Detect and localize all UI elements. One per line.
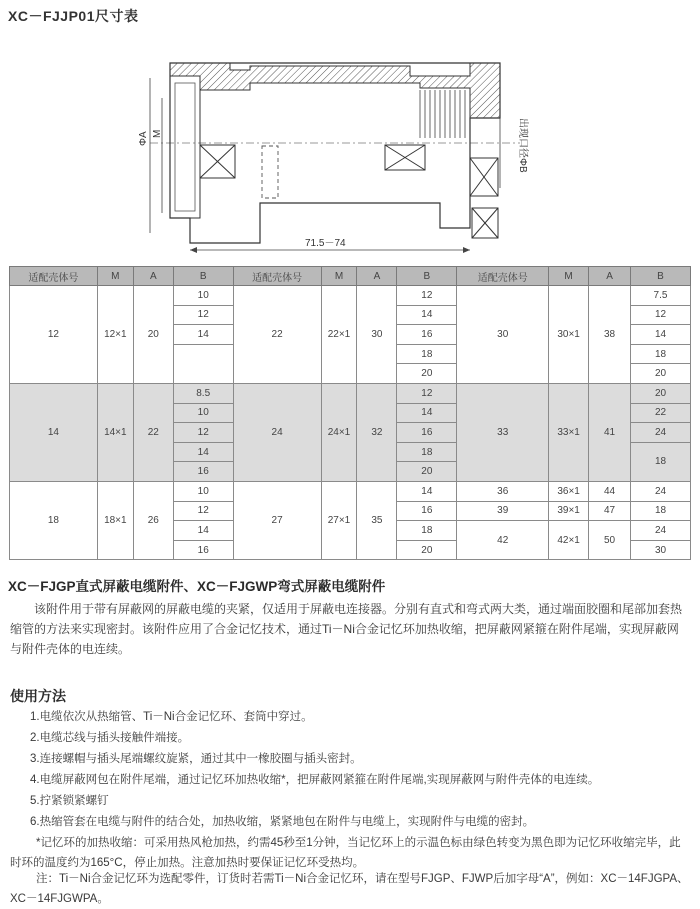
table-row (10, 286, 691, 306)
col-header: B (397, 267, 457, 286)
cell: 12 (173, 501, 233, 521)
cell: 10 (173, 481, 233, 501)
cell: 32 (357, 383, 397, 481)
usage-title: 使用方法 (10, 688, 66, 704)
cell: 36×1 (549, 481, 589, 501)
cell: 18 (397, 344, 457, 364)
cell: 14 (397, 481, 457, 501)
cell: 22 (133, 383, 173, 481)
cell: 20 (397, 540, 457, 560)
table-row (10, 481, 691, 501)
technical-drawing (0, 28, 700, 266)
cell: 24×1 (321, 383, 357, 481)
col-header: B (631, 267, 691, 286)
cell: 18×1 (97, 481, 133, 559)
cell: 8.5 (173, 383, 233, 403)
cell: 20 (631, 383, 691, 403)
col-header: A (133, 267, 173, 286)
cell: 12 (10, 286, 98, 384)
cell: 35 (357, 481, 397, 559)
cell: 20 (631, 364, 691, 384)
cell: 44 (589, 481, 631, 501)
cell: 18 (10, 481, 98, 559)
cell: 20 (397, 462, 457, 482)
usage-step: 5.拧紧锁紧螺钉 (30, 795, 109, 807)
cell: 27×1 (321, 481, 357, 559)
cell: 18 (631, 501, 691, 521)
cell: 10 (173, 286, 233, 306)
section-paragraph: 该附件用于带有屏蔽网的屏蔽电缆的夹紧，仅适用于屏蔽电连接器。分别有直式和弯式两大类，通过端面胶圈和尾部加套热缩管的方法来实现密封。该附件应用了合金记忆技术，通过Ti－Ni合金记忆环加热收缩，把屏蔽网紧箍在附件尾端，实现屏蔽网与附件壳体的电连续。 (10, 602, 683, 656)
cell: 16 (397, 325, 457, 345)
cell: 39 (457, 501, 549, 521)
col-header: A (357, 267, 397, 286)
cell: 42×1 (549, 521, 589, 560)
col-header: A (589, 267, 631, 286)
cell: 38 (589, 286, 631, 384)
usage-step: 4.电缆屏蔽网包在附件尾端，通过记忆环加热收缩*，把屏蔽网紧箍在附件尾端,实现屏蔽网与附件壳体的电连续。 (30, 774, 600, 786)
cell: 10 (173, 403, 233, 423)
page-title: XC－FJJP01尺寸表 (8, 8, 139, 24)
cell: 12 (397, 286, 457, 306)
cell: 14 (173, 325, 233, 345)
cell: 41 (589, 383, 631, 481)
cell: 18 (631, 344, 691, 364)
col-header: M (321, 267, 357, 286)
cell: 24 (233, 383, 321, 481)
dim-phiB-label: 出现口径ΦB (517, 118, 528, 173)
col-header: 适配壳体号 (457, 267, 549, 286)
cell: 47 (589, 501, 631, 521)
usage-step: 6.热缩管套在电缆与附件的结合处，加热收缩，紧紧地包在附件与电缆上，实现附件与电缆的密封。 (30, 816, 535, 828)
cell: 22 (631, 403, 691, 423)
cell: 12 (397, 383, 457, 403)
cell: 12×1 (97, 286, 133, 384)
table-row (10, 383, 691, 403)
col-header: B (173, 267, 233, 286)
cell: 12 (173, 305, 233, 325)
cell: 24 (631, 521, 691, 541)
col-header: M (97, 267, 133, 286)
cell: 14 (173, 521, 233, 541)
cell: 26 (133, 481, 173, 559)
dim-M-label: M (152, 129, 163, 138)
cell: 22 (233, 286, 321, 384)
cell: 50 (589, 521, 631, 560)
cell: 12 (631, 305, 691, 325)
cell: 36 (457, 481, 549, 501)
cell: 20 (133, 286, 173, 384)
table-header-row (10, 267, 691, 286)
cell: 18 (397, 442, 457, 462)
cell: 7.5 (631, 286, 691, 306)
cell: 33 (457, 383, 549, 481)
cell: 14 (10, 383, 98, 481)
cell: 20 (397, 364, 457, 384)
cell: 42 (457, 521, 549, 560)
heating-note: *记忆环的加热收缩：可采用热风枪加热，约需45秒至1分钟，当记忆环上的示温色标由绿色转变为黑色即为记忆环收缩完毕，此时环的温度约为165°C，停止加热。注意加热时要保证记忆环受热均。 (10, 837, 681, 869)
cell: 12 (173, 423, 233, 443)
cell: 27 (233, 481, 321, 559)
dimension-table (9, 266, 691, 560)
dim-phiA-label: ΦA (138, 131, 149, 146)
cell: 30 (631, 540, 691, 560)
cell: 33×1 (549, 383, 589, 481)
usage-step: 1.电缆依次从热缩管、Ti－Ni合金记忆环、套筒中穿过。 (30, 711, 313, 723)
cell: 14×1 (97, 383, 133, 481)
cell: 14 (397, 403, 457, 423)
cell: 14 (397, 305, 457, 325)
cell: 30×1 (549, 286, 589, 384)
cell: 30 (357, 286, 397, 384)
usage-steps (30, 707, 690, 833)
cell (173, 344, 233, 383)
usage-step: 3.连接螺帽与插头尾端螺纹旋紧，通过其中一橡胶圈与插头密封。 (30, 753, 362, 765)
col-header: 适配壳体号 (233, 267, 321, 286)
dim-length-label: 71.5－74 (305, 238, 346, 249)
col-header: M (549, 267, 589, 286)
cell: 18 (631, 442, 691, 481)
usage-step: 2.电缆芯线与插头接触件端接。 (30, 732, 190, 744)
cell: 18 (397, 521, 457, 541)
cell: 16 (173, 540, 233, 560)
cell: 16 (397, 501, 457, 521)
section-title: XC－FJGP直式屏蔽电缆附件、XC－FJGWP弯式屏蔽电缆附件 (8, 579, 386, 594)
cell: 39×1 (549, 501, 589, 521)
order-note: 注：Ti－Ni合金记忆环为选配零件，订货时若需Ti－Ni合金记忆环，请在型号FJGP、FJWP后加字母“A”，例如：XC－14FJGPA、XC－14FJGWPA。 (10, 873, 689, 905)
cell: 16 (397, 423, 457, 443)
cell: 24 (631, 481, 691, 501)
col-header: 适配壳体号 (10, 267, 98, 286)
cell: 14 (631, 325, 691, 345)
cell: 14 (173, 442, 233, 462)
cell: 30 (457, 286, 549, 384)
cell: 24 (631, 423, 691, 443)
cell: 16 (173, 462, 233, 482)
cell: 22×1 (321, 286, 357, 384)
